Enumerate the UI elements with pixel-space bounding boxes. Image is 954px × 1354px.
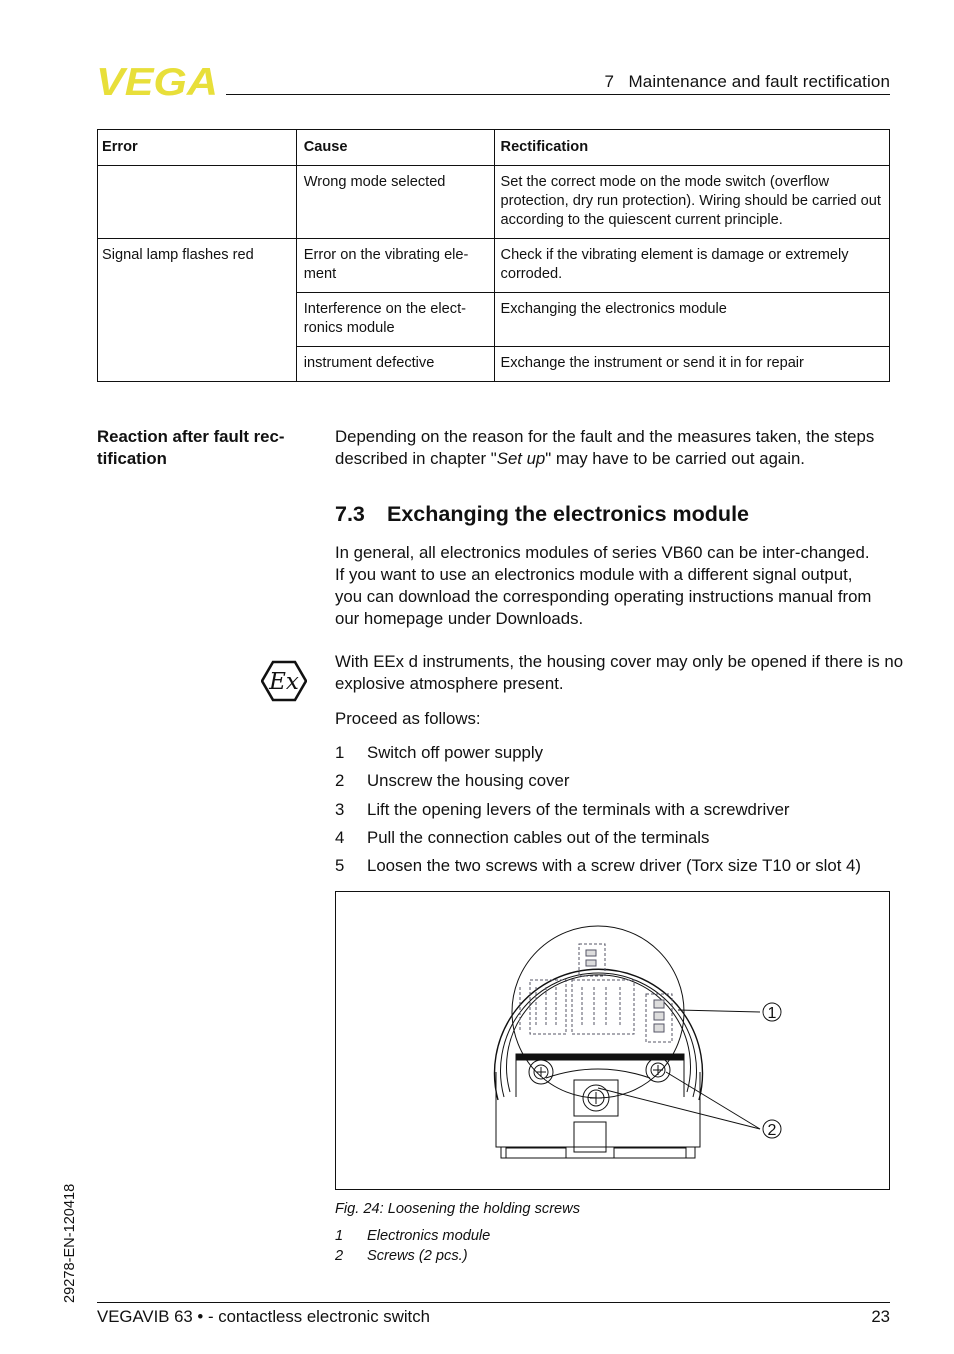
callout-1: 1 — [767, 1005, 777, 1022]
list-item: 1 Electronics module — [335, 1228, 491, 1244]
footer-rule — [97, 1302, 890, 1303]
cell-rectification: Check if the vibrating element is damage or extremely corroded. — [494, 239, 889, 293]
column-header-rectification: Rectification — [494, 130, 889, 166]
list-item: 4 Pull the connection cables out of the terminals — [335, 827, 710, 847]
cell-rectification: Exchange the instrument or send it in for repair — [494, 347, 889, 382]
callout-2: 2 — [767, 1122, 777, 1139]
column-header-cause: Cause — [296, 130, 494, 166]
cell-cause: Interference on the elect-ronics module — [296, 293, 494, 347]
screw-right-icon — [646, 1058, 670, 1082]
proceed-text: Proceed as follows: — [335, 709, 481, 728]
ex-note: With EEx d instruments, the housing cover may only be opened if there is no explosive atmosphere present. — [335, 652, 904, 693]
section-number: 7.3 — [335, 502, 365, 526]
document-code: 29278-EN-120418 — [62, 1183, 78, 1303]
list-item: 3 Lift the opening levers of the terminals with a screwdriver — [335, 799, 790, 819]
intro-paragraph: In general, all electronics modules of series VB60 can be inter-changed. If you want to use an electronics module with a different signal output, you can download the corresponding operating instructions manual from our homepage under Downloads. — [335, 543, 872, 628]
reaction-paragraph — [335, 426, 895, 470]
steps-list — [335, 742, 915, 883]
table-row — [98, 239, 890, 293]
reaction-text-start: Depending on the reason for the fault and the measures taken, the steps described in chapter " — [335, 427, 875, 468]
table-header-row — [98, 130, 890, 166]
list-item: 1 Switch off power supply — [335, 743, 543, 762]
header-rule — [226, 94, 890, 95]
figure-legend — [335, 1227, 490, 1266]
fault-table — [97, 129, 890, 382]
logo-text: VEGA — [96, 64, 218, 98]
list-item: 5 Loosen the two screws with a screw driver (Torx size T10 or slot 4) — [335, 856, 861, 876]
page-number: 23 — [871, 1307, 890, 1326]
figure-caption: Fig. 24: Loosening the holding screws — [335, 1201, 581, 1217]
screw-center-icon — [574, 1080, 618, 1116]
section-header-title: 7 Maintenance and fault rectification — [604, 72, 890, 91]
cell-error — [98, 166, 297, 239]
screw-left-icon — [529, 1060, 553, 1084]
cell-rectification: Exchanging the electronics module — [494, 293, 889, 347]
housing-drawing — [336, 892, 889, 1189]
cell-rectification: Set the correct mode on the mode switch (overflow protection, dry run protection). Wiring should be carried out according to the quiescent current principle. — [494, 166, 889, 239]
cell-cause: Error on the vibrating ele-ment — [296, 239, 494, 293]
ex-icon-text: Ex — [269, 669, 299, 695]
list-item: 2 Screws (2 pcs.) — [335, 1247, 468, 1264]
table-row — [98, 166, 890, 239]
explosion-protection-icon — [261, 660, 307, 702]
reaction-label: Reaction after fault rec-tification — [97, 427, 285, 468]
cell-cause: Wrong mode selected — [296, 166, 494, 239]
cell-cause: instrument defective — [296, 347, 494, 382]
section-title: Exchanging the electronics module — [387, 502, 749, 526]
list-item: 2 Unscrew the housing cover — [335, 771, 570, 791]
reaction-text-end: " may have to be carried out again. — [545, 449, 805, 468]
cell-error: Signal lamp flashes red — [98, 239, 297, 382]
vega-logo — [96, 64, 220, 98]
chapter-reference: Set up — [496, 449, 546, 468]
column-header-error: Error — [98, 130, 297, 166]
footer-product: VEGAVIB 63 • - contactless electronic switch — [97, 1307, 430, 1326]
section-heading — [335, 502, 749, 527]
